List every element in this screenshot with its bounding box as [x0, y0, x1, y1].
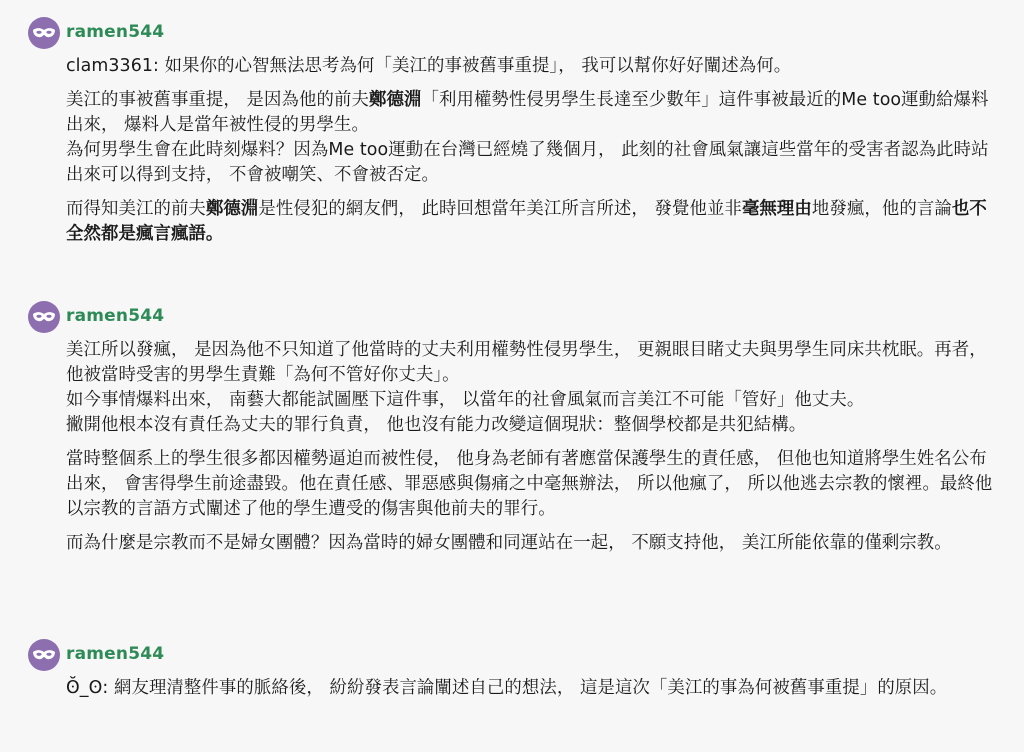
comment-header: [0, 14, 1024, 54]
bold-text: 也不全然都是瘋言瘋語。: [66, 199, 987, 244]
comment-paragraph: [66, 197, 1000, 247]
comment-paragraph: [66, 676, 1000, 701]
text-run: 美江所以發瘋， 是因為他不只知道了他當時的丈夫利用權勢性侵男學生， 更親眼目睹丈夫與男學生同床共枕眠。再者， 他被當時受害的男學生責難「為何不管好你丈夫」。: [66, 340, 987, 385]
comment-paragraph: [66, 88, 1000, 188]
text-run: clam3361: 如果你的心智無法思考為何「美江的事被舊事重提」， 我可以幫你好好闡述為何。: [66, 56, 792, 76]
comment: [0, 636, 1024, 710]
text-run: 美江的事被舊事重提， 是因為他的前夫: [66, 90, 369, 110]
username[interactable]: ramen544: [66, 306, 165, 326]
text-run: 而得知美江的前夫: [66, 199, 206, 219]
mask-icon[interactable]: [28, 301, 60, 333]
comment-paragraph: [66, 54, 1000, 79]
text-run: 撇開他根本沒有責任為丈夫的罪行負責， 他也沒有能力改變這個現狀：整個學校都是共犯結構。: [66, 415, 807, 435]
text-run: ʘ̆_ʘ: 網友理清整件事的脈絡後， 紛紛發表言論闡述自己的想法， 這是這次「美江的事為何被舊事重提」的原因。: [66, 678, 948, 698]
text-run: 是性侵犯的網友們， 此時回想當年美江所言所述， 發覺他並非: [258, 199, 742, 219]
comment-paragraph: [66, 447, 1000, 522]
text-run: 當時整個系上的學生很多都因權勢逼迫而被性侵， 他身為老師有著應當保護學生的責任感， 但他也知道將學生姓名公布出來， 會害得學生前途盡毀。他在責任感、罪惡感與傷痛之中毫無辦法， 所以他瘋了， 所以他逃去宗教的懷裡。最終他以宗教的言語方式闡述了他的學生遭受的傷害與他前夫的罪行。: [66, 449, 993, 519]
comment-header: [0, 298, 1024, 338]
mask-icon[interactable]: [28, 17, 60, 49]
username[interactable]: ramen544: [66, 22, 165, 42]
text-run: 而為什麼是宗教而不是婦女團體？因為當時的婦女團體和同運站在一起， 不願支持他， 美江所能依靠的僅剩宗教。: [66, 533, 952, 553]
comment-header: [0, 636, 1024, 676]
comment-body: [0, 676, 1024, 701]
bold-text: 毫無理由: [741, 199, 812, 219]
mask-icon[interactable]: [28, 639, 60, 671]
comment: [0, 298, 1024, 565]
comment-paragraph: [66, 531, 1000, 556]
text-run: 為何男學生會在此時刻爆料？因為Me too運動在台灣已經燒了幾個月， 此刻的社會風氣讓這些當年的受害者認為此時站出來可以得到支持， 不會被嘲笑、不會被否定。: [66, 140, 989, 185]
comment-body: [0, 54, 1024, 247]
text-run: 如今事情爆料出來， 南藝大都能試圖壓下這件事， 以當年的社會風氣而言美江不可能「管好」他丈夫。: [66, 390, 865, 410]
comment-body: [0, 338, 1024, 556]
bold-text: 鄭德淵: [205, 199, 259, 219]
bold-text: 鄭德淵: [368, 90, 422, 110]
text-run: 「利用權勢性侵男學生長達至少數年」這件事被最近的Me too運動給爆料出來， 爆料人是當年被性侵的男學生。: [66, 90, 989, 135]
comment-paragraph: [66, 338, 1000, 438]
username[interactable]: ramen544: [66, 644, 165, 664]
comment: [0, 14, 1024, 256]
text-run: 地發瘋，他的言論: [811, 199, 952, 219]
